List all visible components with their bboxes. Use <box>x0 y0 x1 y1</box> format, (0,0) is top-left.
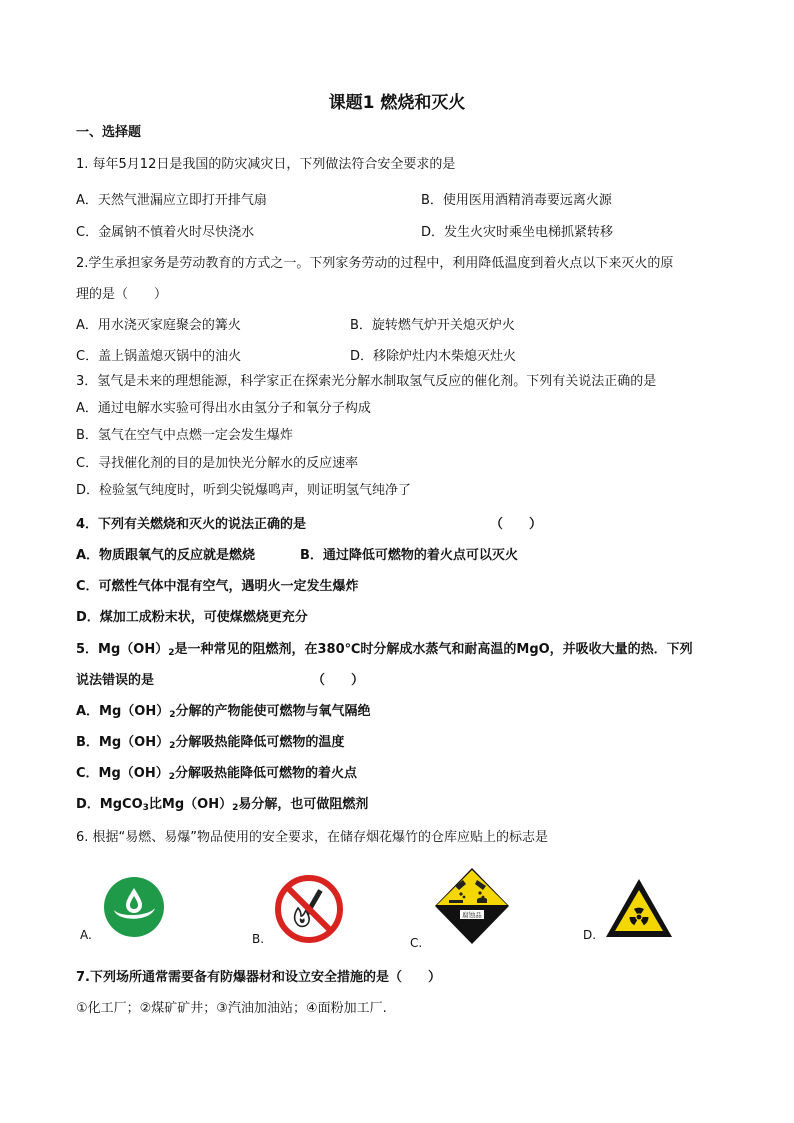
subscript-2: 2 <box>169 741 176 751</box>
corrosive-sign-icon <box>433 866 511 946</box>
q4-stem: 4．下列有关燃烧和灭火的说法正确的是 <box>76 517 307 532</box>
q5-stem-line2: 说法错误的是 <box>76 673 155 688</box>
q2-stem-line2: 理的是（ ） <box>76 287 168 302</box>
q6-option-a-label: A. <box>80 928 92 942</box>
q5-option-d-mid: 比Mg（OH） <box>148 797 233 812</box>
q2-stem-line1: 2.学生承担家务是劳动教育的方式之一。下列家务劳动的过程中，利用降低温度到着火点以下来灭火的原 <box>76 256 674 271</box>
q5-option-a-prefix: A．Mg（OH） <box>76 704 170 719</box>
subscript-2: 2 <box>232 803 239 813</box>
q1-option-c: C．金属钠不慎着火时尽快浇水 <box>76 225 255 240</box>
q5-option-d <box>76 796 368 817</box>
q6-option-d-label: D. <box>583 928 597 942</box>
q5-option-a <box>76 703 371 724</box>
q2-option-c: C．盖上锅盖熄灭锅中的油火 <box>76 349 242 364</box>
q5-option-a-text: 分解的产物能使可燃物与氧气隔绝 <box>175 704 371 719</box>
q3-option-d: D．检验氢气纯度时，听到尖锐爆鸣声，则证明氢气纯净了 <box>76 483 412 498</box>
q5-stem-line1 <box>76 641 693 662</box>
q2-option-b: B．旋转燃气炉开关熄灭炉火 <box>350 318 515 333</box>
q4-answer-paren: （ ） <box>490 517 543 532</box>
radiation-sign-icon <box>603 876 675 940</box>
q1-stem: 1. 每年5月12日是我国的防灾减灾日，下列做法符合安全要求的是 <box>76 157 456 172</box>
q5-option-c-prefix: C．Mg（OH） <box>76 766 169 781</box>
q6-option-b-label: B. <box>252 932 265 946</box>
q3-option-a: A．通过电解水实验可得出水由氢分子和氧分子构成 <box>76 401 371 416</box>
q7-stem: 7.下列场所通常需要备有防爆器材和设立安全措施的是（ ） <box>76 970 441 985</box>
q4-option-b: B．通过降低可燃物的着火点可以灭火 <box>300 548 518 563</box>
subscript-3: 3 <box>142 803 149 813</box>
q2-option-a: A．用水浇灭家庭聚会的篝火 <box>76 318 241 333</box>
section-heading: 一、选择题 <box>76 125 142 140</box>
page-title: 课题1 燃烧和灭火 <box>328 93 466 113</box>
q1-option-a: A．天然气泄漏应立即打开排气扇 <box>76 193 267 208</box>
q4-option-c: C．可燃性气体中混有空气，遇明火一定发生爆炸 <box>76 579 359 594</box>
q5-stem-prefix: 5．Mg（OH） <box>76 642 169 657</box>
q4-option-a: A．物质跟氧气的反应就是燃烧 <box>76 548 256 563</box>
q6-option-c-label: C. <box>410 936 423 950</box>
q5-option-b-text: 分解吸热能降低可燃物的温度 <box>175 735 345 750</box>
corrosive-sign-text: 腐蚀品 <box>462 911 482 919</box>
q5-option-c <box>76 765 357 786</box>
no-open-flame-sign-icon <box>274 874 344 944</box>
subscript-2: 2 <box>168 772 175 782</box>
q1-option-d: D．发生火灾时乘坐电梯抓紧转移 <box>421 225 614 240</box>
q5-option-d-text: 易分解，也可做阻燃剂 <box>238 797 369 812</box>
water-saving-sign-icon <box>103 876 165 938</box>
q5-option-c-text: 分解吸热能降低可燃物的着火点 <box>174 766 357 781</box>
q1-option-b: B．使用医用酒精消毒要远离火源 <box>421 193 612 208</box>
q5-stem-text: 是一种常见的阻燃剂，在380℃时分解成水蒸气和耐高温的MgO，并吸收大量的热．下列 <box>174 642 693 657</box>
q5-answer-paren: （ ） <box>312 673 365 688</box>
q2-option-d: D．移除炉灶内木柴熄灭灶火 <box>350 349 517 364</box>
q4-option-d: D．煤加工成粉末状，可使煤燃烧更充分 <box>76 610 308 625</box>
q5-option-b-prefix: B．Mg（OH） <box>76 735 170 750</box>
subscript-2: 2 <box>169 710 176 720</box>
q6-stem: 6. 根据“易燃、易爆”物品使用的安全要求，在储存烟花爆竹的仓库应贴上的标志是 <box>76 830 549 845</box>
subscript-2: 2 <box>168 648 175 658</box>
q3-option-b: B．氢气在空气中点燃一定会发生爆炸 <box>76 428 293 443</box>
q3-stem: 3．氢气是未来的理想能源，科学家正在探索光分解水制取氢气反应的催化剂。下列有关说法正确的是 <box>76 374 657 389</box>
q5-option-d-prefix: D．MgCO <box>76 797 143 812</box>
q3-option-c: C．寻找催化剂的目的是加快光分解水的反应速率 <box>76 456 359 471</box>
q5-option-b <box>76 734 344 755</box>
q7-options: ①化工厂；②煤矿矿井；③汽油加油站；④面粉加工厂. <box>76 1001 387 1016</box>
